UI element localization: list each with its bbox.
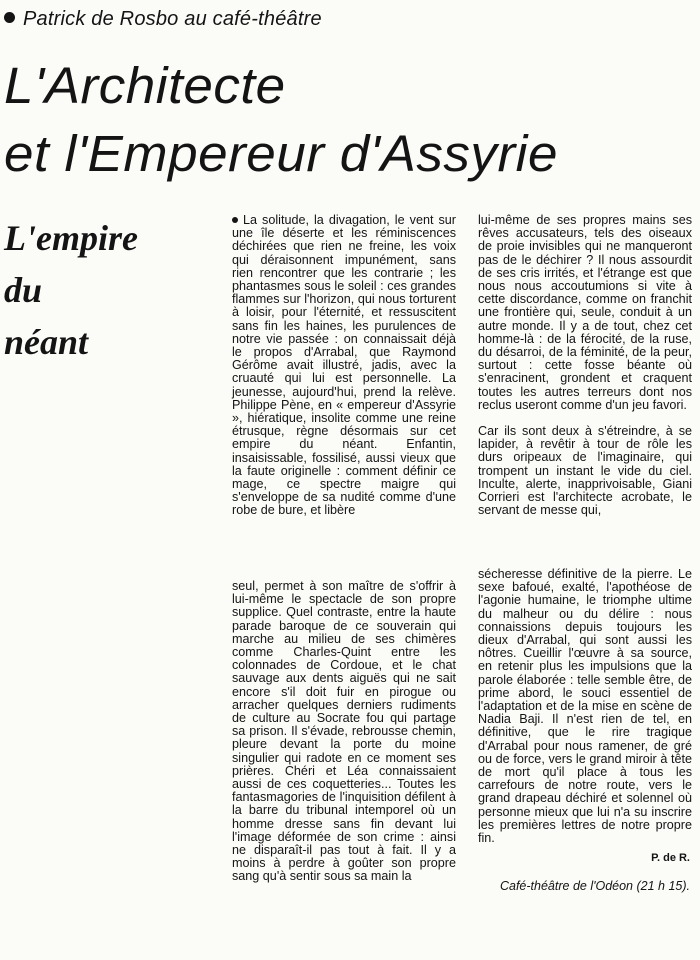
paragraph: seul, permet à son maître de s'offrir à lui-même le spectacle de son propre supplice. Quel contraste, entre la haute parade baroque de ce souverain qui marche au milieu de ses chimères comme Charles-Quint entre les colonnades de Cordoue, et le chat sauvage aux dents aiguës qui ne sait encore s'il doit fuir en pirogue ou arracher quelques derniers rudiments de culture au Socrate fou qui partage sa prison. Il s'évade, rebrousse chemin, pleure devant la porte du moine singulier qui radote en ce moment ses prières. Chéri et Léa connaissaient aussi de ces coquetteries... Toutes les fantasmagories de l'inquisition défilent à la barre du tribunal intemporel où un homme dresse sans fin devant lui l'image déformée de son crime : ainsi ne disparaît-il pas tout à fait. Il y a moins à perdre à goûter son propre sang qu'à sentir sous sa main la: [232, 579, 456, 884]
paragraph: [232, 214, 456, 518]
headline: [4, 52, 558, 188]
paragraph: Car ils sont deux à s'étreindre, à se lapider, à revêtir à tour de rôle les durs oripeaux de l'imaginaire, qui trompent un instant le vide du ciel. Inculte, alerte, inapprivoisable, Giani Corrieri est l'architecte acrobate, le servant de messe qui,: [478, 424, 692, 518]
kicker-text: Patrick de Rosbo au café-théâtre: [23, 8, 322, 30]
subheadline-line-1: L'empire: [4, 218, 138, 258]
headline-line-1: L'Architecte: [4, 57, 286, 114]
article-column-2: [478, 214, 692, 517]
author-signature: P. de R.: [651, 852, 690, 864]
venue-info: Café-théâtre de l'Odéon (21 h 15).: [499, 879, 690, 893]
paragraph: lui-même de ses propres mains ses rêves accusateurs, tels des oiseaux de proie invisibles qui ne manqueront pas de le déchirer ? Il nous assourdit de ses cris irrités, et l'étrange est que nous nous accoutumions si vite à cette discordance, comme on franchit une frontière qui, seule, conduit à un autre monde. Il y a de tout, chez cet homme-là : de la férocité, de la ruse, du désarroi, de la féminité, de la peur, surtout : cette fosse béante où s'enracinent, grondent et craquent toutes les autres terreurs dont nos reclus useront comme d'un jeu favori.: [478, 213, 692, 412]
bullet-icon: [4, 12, 15, 23]
subheadline-line-2: du: [4, 270, 43, 310]
subheadline: [4, 212, 138, 368]
article-column-1: [232, 214, 456, 518]
subheadline-line-3: néant: [4, 322, 89, 362]
article-column-4: [478, 568, 692, 845]
bullet-icon: [232, 217, 238, 223]
headline-line-2: et l'Empereur d'Assyrie: [4, 125, 558, 182]
article-column-3: [232, 580, 456, 884]
kicker: [4, 8, 322, 31]
paragraph: sécheresse définitive de la pierre. Le sexe bafoué, exalté, l'apothéose de l'agonie humaine, le triomphe ultime du malheur ou du délire : nous connaissions depuis toujours les dieux d'Arrabal, qui sont aussi les nôtres. Cueillir l'œuvre à sa source, en retenir plus les impulsions que la parole élaborée : telle semble être, de prime abord, le souci essentiel de l'adaptation et de la mise en scène de Nadia Baji. Il n'est rien de tel, en définitive, que le rire tragique d'Arrabal pour nous ramener, de gré ou de force, vers le grand miroir à tête de mort qu'il place à tous les carrefours de notre route, vers le grand drapeau déchiré et solennel où personne mieux que lui n'a su inscrire les premières lettres de notre propre fin.: [478, 567, 692, 846]
paragraph-text: La solitude, la divagation, le vent sur une île déserte et les réminiscences déchirées que rien ne freine, les voix qui déraisonnent impunément, sans rien rencontrer que les contrarie ; les phantasmes sous le soleil : ces grandes flammes sur l'horizon, qui nous torturent à loisir, pour l'éternité, et ressuscitent sans fin les haines, les purulences de notre vie passée : on connaissait déjà le propos d'Arrabal, que Raymond Gérôme avait illustré, jadis, avec la cruauté qui lui est personnelle. La jeunesse, aujourd'hui, prend la relève. Philippe Pène, en « empereur d'Assyrie », hiératique, insolite comme une reine étrusque, règne désormais sur cet empire du néant. Enfantin, insaisissable, fossilisé, aussi vieux que la faute originelle : comment définir ce mage, ce spectre maigre qui s'enveloppe de sa nudité comme d'une robe de bure, et libère: [232, 213, 456, 518]
